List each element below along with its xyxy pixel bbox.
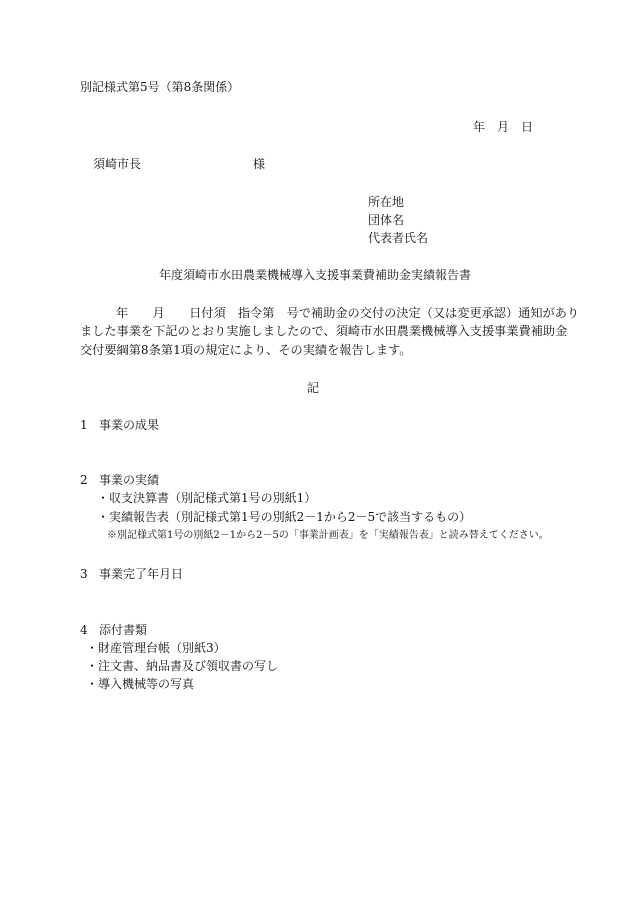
addressee-name: 須崎市長 xyxy=(93,157,142,171)
attachment-item: ・財産管理台帳（別紙3） xyxy=(86,641,226,655)
section-1-number: 1 xyxy=(80,418,88,432)
section-2-item: ・収支決算書（別記様式第1号の別紙1） xyxy=(97,491,317,505)
organization-label: 団体名 xyxy=(368,213,405,227)
section-2-number: 2 xyxy=(80,473,88,487)
ki-heading: 記 xyxy=(307,381,320,395)
body-line-3: 交付要綱第8条第1項の規定により、その実績を報告します。 xyxy=(80,343,412,357)
address-label: 所在地 xyxy=(368,195,405,209)
document-title: 年度須崎市水田農業機械導入支援事業費補助金実績報告書 xyxy=(159,268,472,282)
representative-label: 代表者氏名 xyxy=(368,231,429,245)
body-line-1: 年 月 日付須 指令第 号で補助金の交付の決定（又は変更承認）通知があり xyxy=(116,306,580,320)
attachment-item: ・導入機械等の写真 xyxy=(86,677,195,691)
section-4-title: 添付書類 xyxy=(99,623,148,637)
section-3-number: 3 xyxy=(80,567,88,581)
form-label: 別記様式第5号（第8条関係） xyxy=(80,80,240,94)
attachment-item: ・注文書、納品書及び領収書の写し xyxy=(86,659,279,673)
section-3-title: 事業完了年月日 xyxy=(99,567,184,581)
date-line: 年 月 日 xyxy=(473,120,534,134)
body-line-2: ました事業を下記のとおり実施しましたので、須崎市水田農業機械導入支援事業費補助金 xyxy=(80,324,568,338)
addressee-honorific: 様 xyxy=(253,157,266,171)
section-2-note: ※別記様式第1号の別紙2－1から2－5の「事業計画表」を「実績報告表」と読み替えてください。 xyxy=(107,530,549,541)
section-1-title: 事業の成果 xyxy=(99,418,160,432)
section-2-title: 事業の実績 xyxy=(99,473,160,487)
section-4-number: 4 xyxy=(80,623,88,637)
section-2-item: ・実績報告表（別記様式第1号の別紙2－1から2－5で該当するもの） xyxy=(97,510,472,524)
